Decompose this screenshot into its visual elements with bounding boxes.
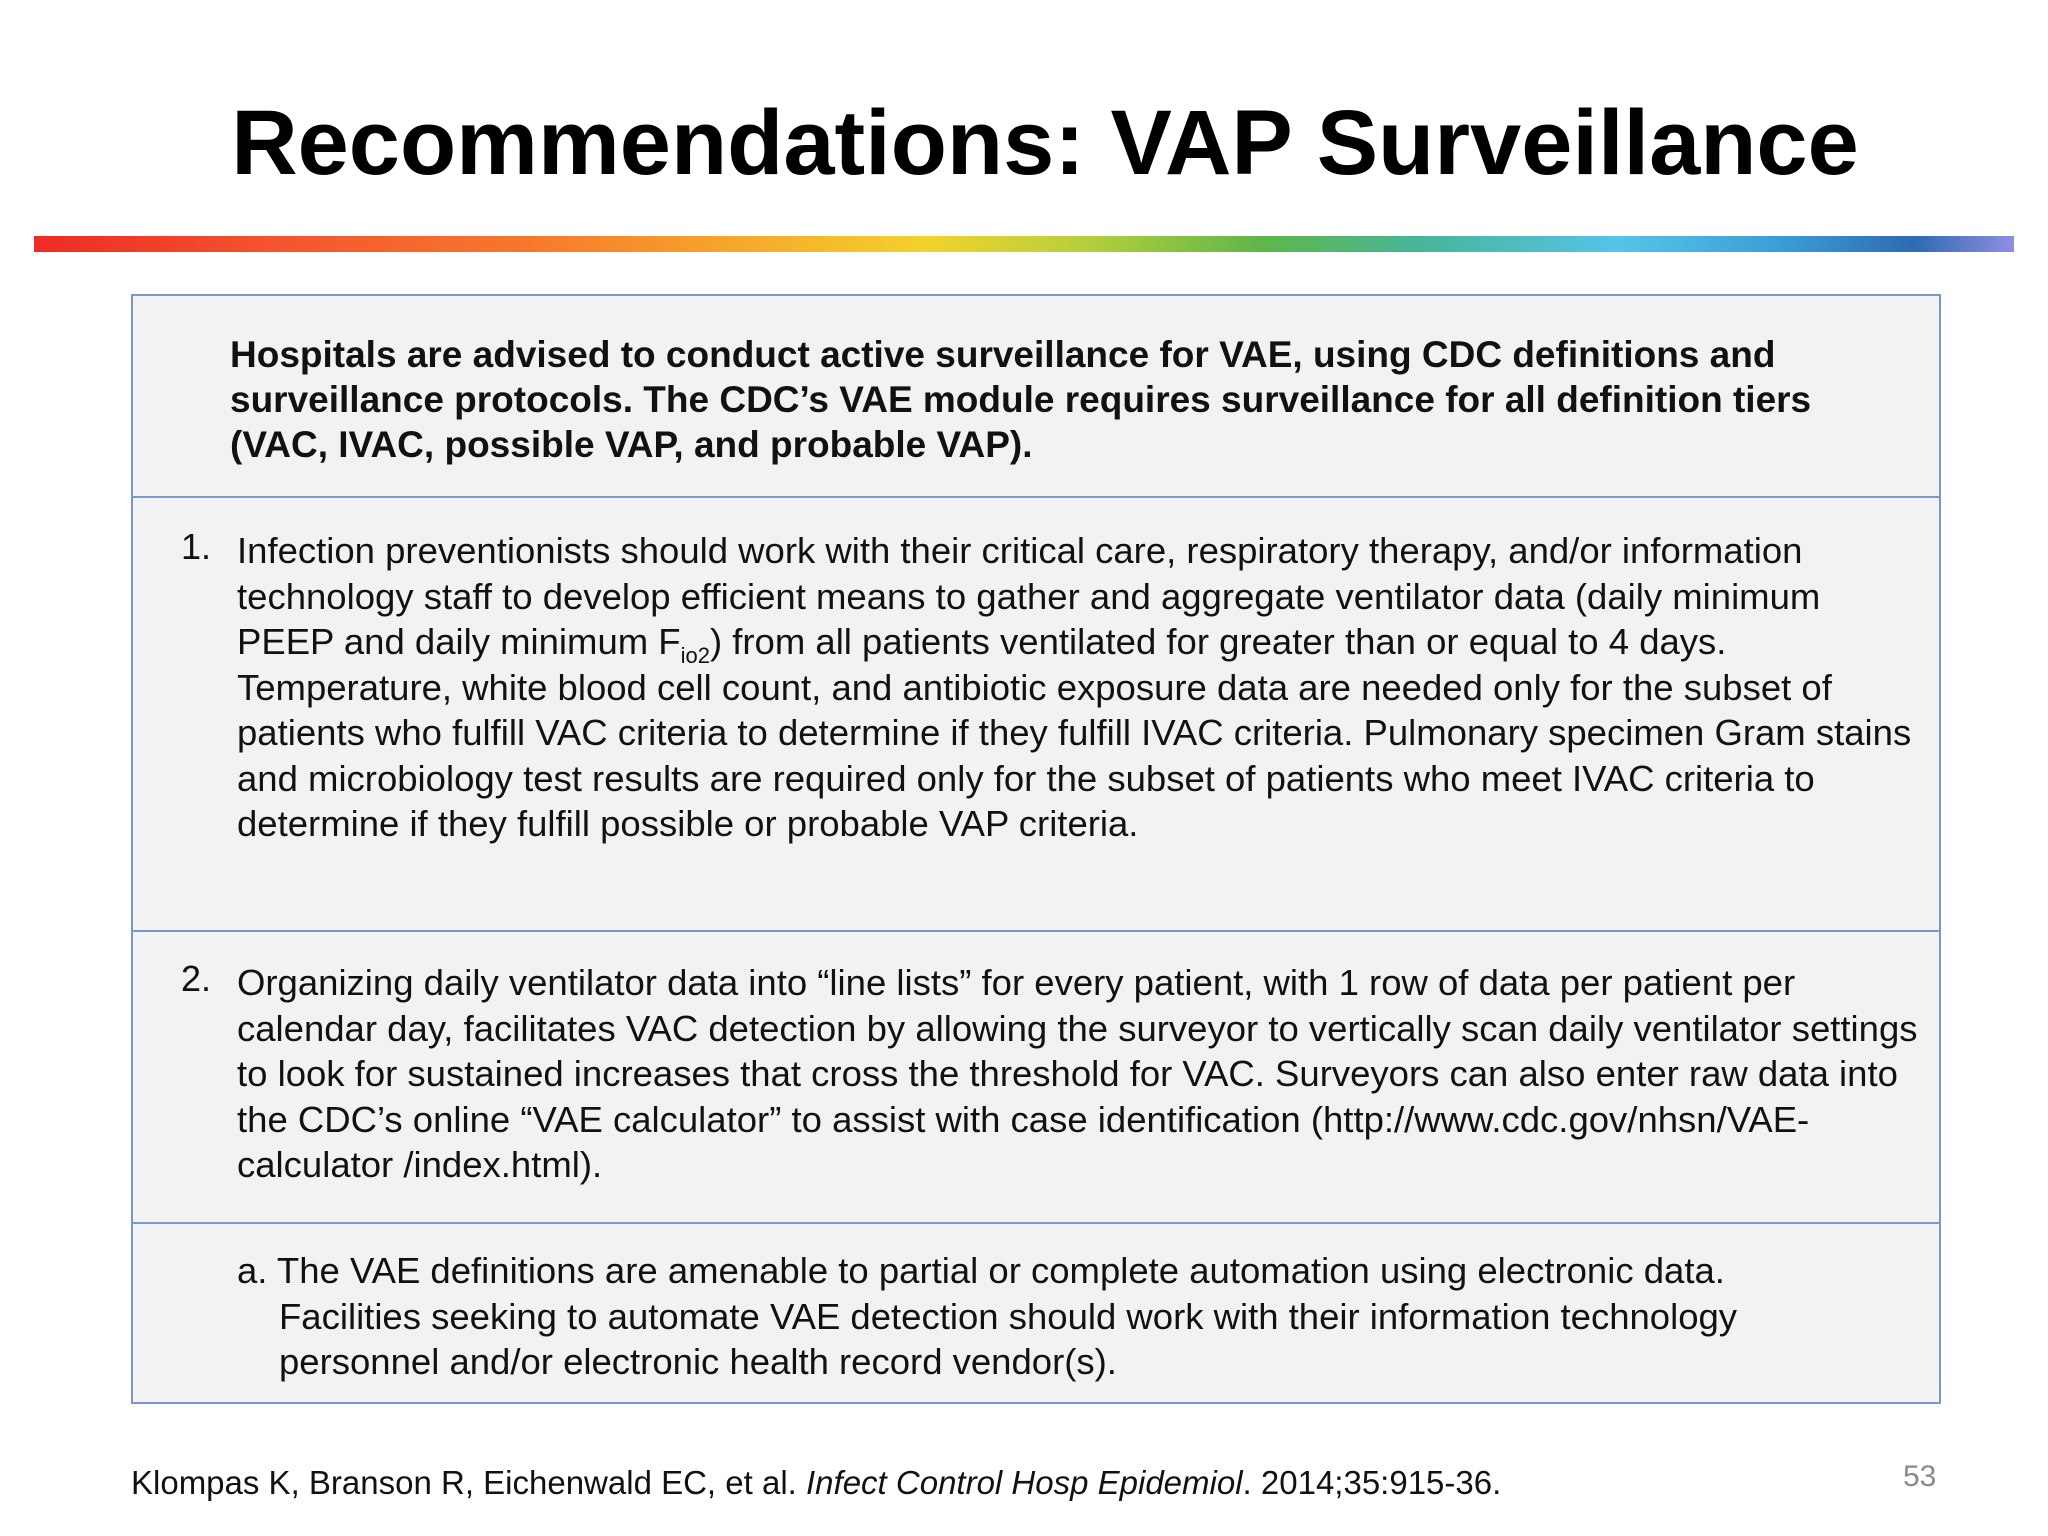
intro-text: Hospitals are advised to conduct active surveillance for VAE, using CDC definitions and surveillance protocols. The CDC’s VAE module requires surveillance for all definition tiers (VAC, IVAC, possible VAP, and probable VAP). [230, 334, 1812, 465]
subitem-text [237, 1248, 1937, 1385]
citation-authors: Klompas K, Branson R, Eichenwald EC, et al. [131, 1464, 806, 1501]
citation-journal: Infect Control Hosp Epidemiol [806, 1464, 1243, 1501]
item-text: Organizing daily ventilator data into “line lists” for every patient, with 1 row of data per patient per calendar day, facilitates VAC detection by allowing the surveyor to vertically scan daily ventilator settings to look for sustained increases that cross the threshold for VAC. Surveyors can also enter raw data into the CDC’s online “VAE calculator” to assist with case identification (http://www.cdc.gov/nhsn/VAE-calculator /index.html). [237, 962, 1918, 1185]
subitem-line: a. The VAE definitions are amenable to partial or complete automation using electronic data. [237, 1250, 1725, 1291]
intro-section [133, 296, 1939, 496]
recommendation-item-1 [133, 498, 1939, 930]
fio2-subscript: io2 [680, 643, 710, 668]
recommendation-subitem-a [133, 1224, 1939, 1404]
subitem-line: personnel and/or electronic health record vendor(s). [279, 1341, 1117, 1382]
item-text [237, 528, 1927, 847]
citation [131, 1463, 1501, 1503]
rainbow-divider-bar [34, 236, 2014, 252]
citation-details: . 2014;35:915-36. [1242, 1464, 1502, 1501]
item-number: 1. [181, 526, 212, 567]
slide-title: Recommendations: VAP Surveillance [231, 92, 1859, 194]
recommendations-box [131, 294, 1941, 1404]
recommendation-item-2 [133, 932, 1939, 1222]
item-text-part: Infection preventionists should work with their critical care, respiratory therapy, and/or information technology staff to develop efficient means to gather and aggregate ventilator data (daily minimum PEEP and daily minimum F [237, 530, 1821, 662]
item-number: 2. [181, 958, 212, 999]
page-number: 53 [1903, 1460, 1937, 1493]
item-text-part: ) from all patients ventilated for greater than or equal to 4 days. Temperature, white blood cell count, and antibiotic exposure data are needed only for the subset of patients who fulfill VAC criteria to determine if they fulfill IVAC criteria. Pulmonary specimen Gram stains and microbiology test results are required only for the subset of patients who meet IVAC criteria to determine if they fulfill possible or probable VAP criteria. [237, 621, 1912, 844]
subitem-line: Facilities seeking to automate VAE detection should work with their information technology [279, 1295, 1738, 1337]
